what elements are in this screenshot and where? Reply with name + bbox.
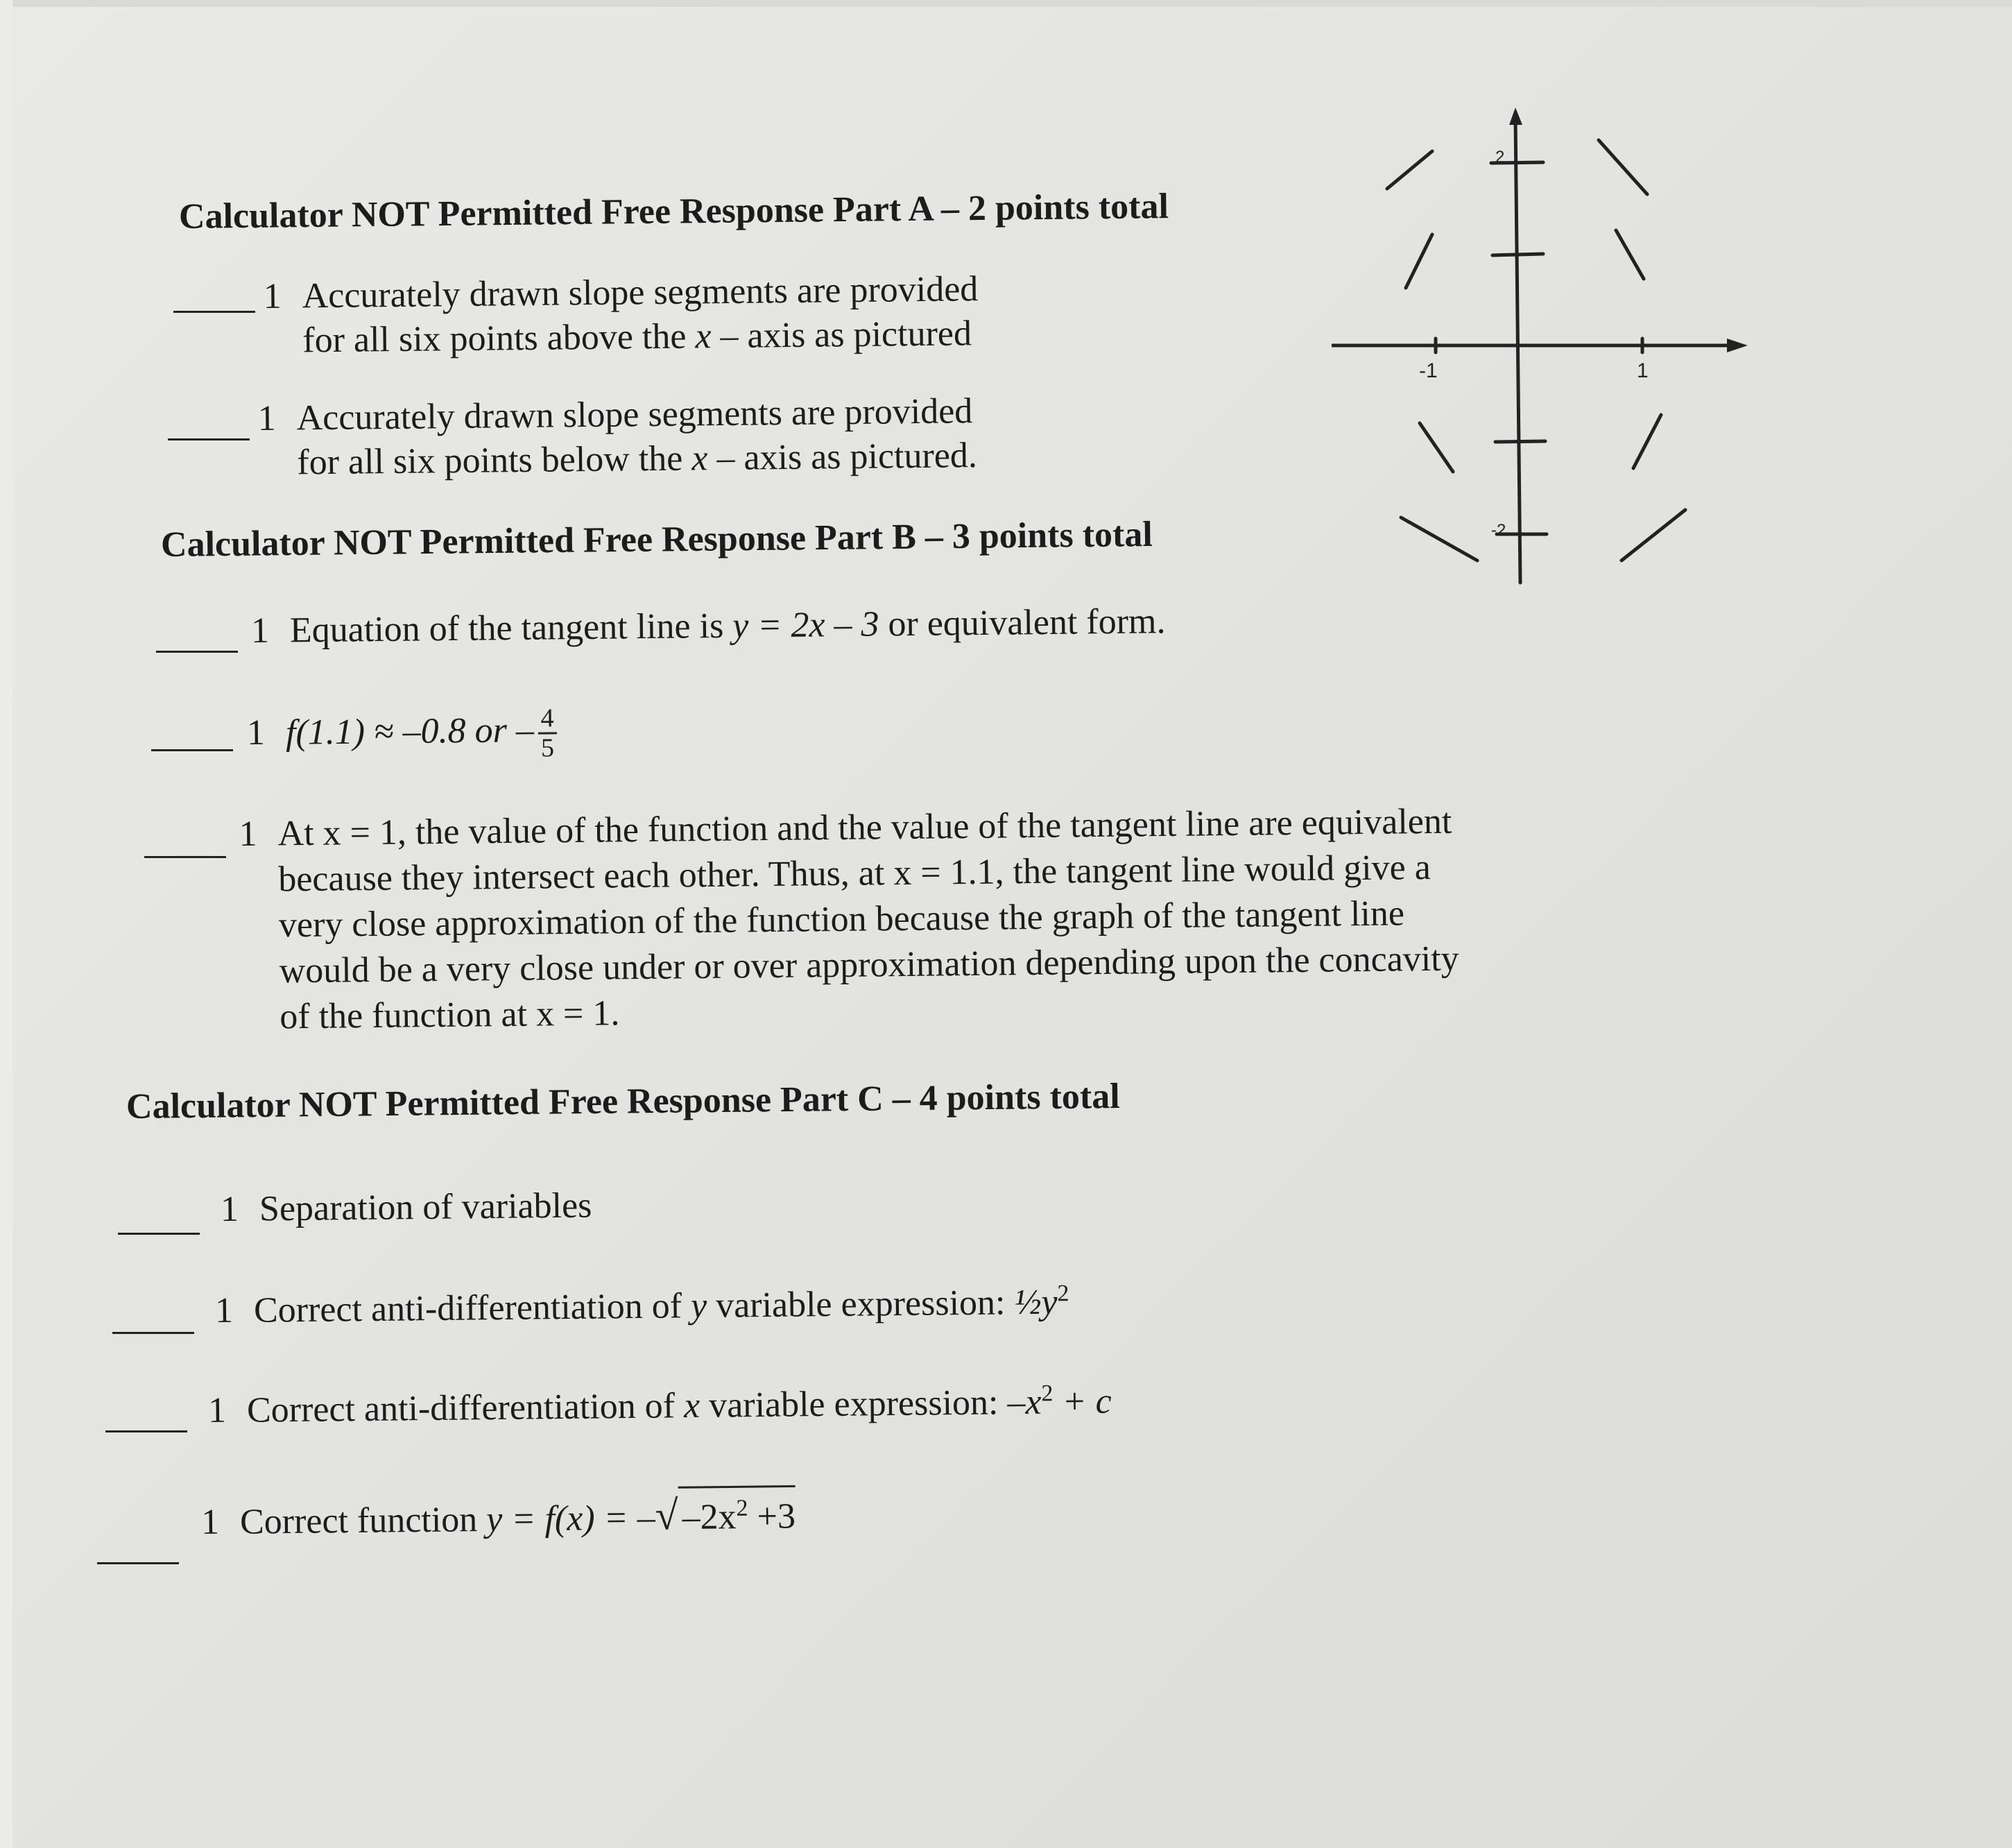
y-tick-neg1 (1495, 441, 1545, 442)
item-text: for all six points below the (297, 438, 692, 483)
slope-seg-n1-2 (1387, 151, 1432, 189)
part-b-item-3 (239, 799, 1459, 1041)
item-text: for all six points above the (302, 316, 696, 361)
points: 1 (239, 814, 257, 855)
score-blank-a1[interactable] (173, 311, 255, 313)
fraction: $\frac{4}{5}$ (538, 704, 557, 762)
item-text: Accurately drawn slope segments are provided (302, 269, 979, 316)
item-text: Correct anti-differentiation of (246, 1386, 685, 1430)
part-b-heading: Calculator NOT Permitted Free Response Part B – 3 points total (160, 515, 1153, 565)
points: 1 (263, 276, 282, 317)
points: 1 (214, 1291, 234, 1331)
slope-seg-p1-neg1 (1633, 415, 1661, 468)
radicand: $-2x^2 +3$ (678, 1485, 796, 1539)
item-text: At x = 1, the value of the function and the value of the tangent line are equivalent (277, 801, 1452, 854)
variable: y (690, 1285, 707, 1326)
paper-edge (0, 0, 12, 1848)
score-blank-b3[interactable] (144, 856, 226, 858)
part-c-item-3: 1 Correct anti-differentiation of x variable expression: $-x^2 + c$ (208, 1371, 1112, 1433)
item-text: – axis as pictured. (707, 436, 978, 479)
points: 1 (250, 610, 270, 651)
points: 1 (257, 398, 276, 439)
item-text: variable expression: (706, 1283, 1015, 1326)
variable: x (691, 438, 708, 479)
part-c-heading: Calculator NOT Permitted Free Response Part C – 4 points total (126, 1076, 1120, 1127)
y-axis-arrow (1509, 108, 1522, 125)
score-blank-a2[interactable] (168, 438, 250, 440)
score-blank-b2[interactable] (151, 749, 233, 751)
variable: x (683, 1385, 700, 1426)
y-axis (1515, 118, 1520, 583)
points: 1 (200, 1503, 220, 1543)
points: 1 (246, 713, 266, 753)
part-c-item-4 (201, 1485, 796, 1545)
points: 1 (207, 1391, 227, 1431)
x-tick-label-neg1: -1 (1419, 359, 1438, 382)
part-a-heading: Calculator NOT Permitted Free Response Part A – 2 points total (178, 187, 1169, 237)
item-text: Accurately drawn slope segments are provided (296, 391, 973, 438)
item-text: – axis as pictured (711, 314, 972, 357)
part-a-item-1 (263, 267, 979, 363)
x-axis-arrow (1727, 339, 1748, 352)
part-a-item-2 (257, 389, 977, 486)
item-text: Separation of variables (259, 1186, 592, 1229)
antiderivative-y: ½y (1014, 1282, 1058, 1323)
points: 1 (220, 1189, 239, 1229)
slope-seg-n1-neg1 (1420, 423, 1453, 472)
y-tick-label-2: 2 (1495, 148, 1505, 166)
score-blank-b1[interactable] (156, 651, 238, 653)
part-c-item-1 (221, 1183, 592, 1232)
slope-seg-n1-1 (1406, 234, 1432, 288)
slope-field-graph (1332, 104, 1762, 597)
item-text: would be a very close under or over approximation depending upon the concavity (279, 939, 1459, 991)
slope-seg-p1-1 (1616, 230, 1644, 279)
item-text: Equation of the tangent line is (289, 606, 733, 651)
sqrt-sign: √ (655, 1492, 678, 1539)
y-tick-label-neg2: -2 (1491, 521, 1506, 540)
item-text: or equivalent form. (879, 601, 1166, 644)
antiderivative-x: –x (1007, 1382, 1042, 1423)
variable: x (695, 316, 712, 357)
score-blank-c1[interactable] (118, 1233, 200, 1235)
score-blank-c3[interactable] (105, 1430, 187, 1432)
item-text: very close approximation of the function because the graph of the tangent line (278, 893, 1405, 946)
part-c-item-2: 1 Correct anti-differentiation of y variable expression: $\frac{1}{2}y^2$ (215, 1272, 1069, 1333)
function-lhs: y = f(x) = – (485, 1498, 655, 1540)
y-tick-1 (1493, 254, 1543, 255)
slope-seg-n1-neg2 (1401, 517, 1477, 561)
item-text: because they intersect each other. Thus, at x = 1.1, the tangent line would give a (278, 848, 1431, 900)
approximation-expression: f(1.1) ≈ –0.8 or – (285, 710, 535, 753)
item-text: Correct anti-differentiation of (253, 1286, 691, 1331)
score-blank-c4[interactable] (97, 1562, 179, 1564)
tangent-equation: y = 2x – 3 (732, 604, 879, 646)
part-b-item-2 (247, 704, 558, 765)
slope-seg-p1-2 (1599, 140, 1647, 194)
x-tick-label-pos1: 1 (1637, 359, 1649, 382)
item-text: variable expression: (699, 1383, 1008, 1426)
item-text: of the function at x = 1. (280, 993, 620, 1037)
item-text: Correct function (239, 1500, 487, 1542)
score-blank-c2[interactable] (112, 1332, 194, 1334)
slope-seg-p1-neg2 (1622, 510, 1685, 561)
